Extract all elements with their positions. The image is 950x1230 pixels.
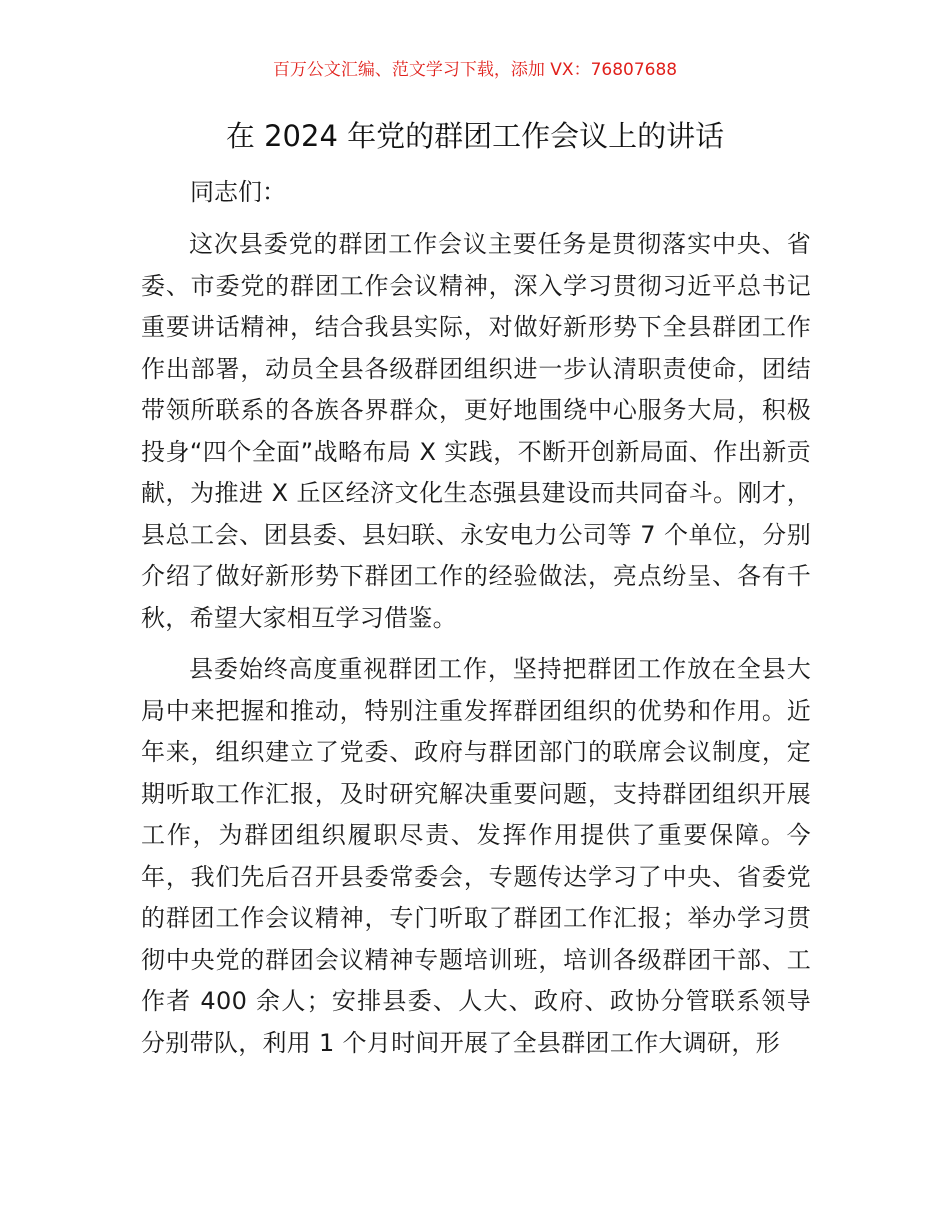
paragraph-1: 这次县委党的群团工作会议主要任务是贯彻落实中央、省委、市委党的群团工作会议精神，深入学习贯彻习近平总书记重要讲话精神，结合我县实际，对做好新形势下全县群团工作作出部署，动员全县各级群团组织进一步认清职责使命，团结带领所联系的各族各界群众，更好地围绕中心服务大局，积极投身“四个全面”战略布局 X 实践，不断开创新局面、作出新贡献，为推进 X 丘区经济文化生态强县建设而共同奋斗。刚才，县总工会、团县委、县妇联、永安电力公司等 7 个单位，分别介绍了做好新形势下群团工作的经验做法，亮点纷呈、各有千秋，希望大家相互学习借鉴。 xyxy=(141,230,811,632)
paragraph-2: 县委始终高度重视群团工作，坚持把群团工作放在全县大局中来把握和推动，特别注重发挥群团组织的优势和作用。近年来，组织建立了党委、政府与群团部门的联席会议制度，定期听取工作汇报，及时研究解决重要问题，支持群团组织开展工作，为群团组织履职尽责、发挥作用提供了重要保障。今年，我们先后召开县委常委会，专题传达学习了中央、省委党的群团工作会议精神，专门听取了群团工作汇报；举办学习贯彻中央党的群团会议精神专题培训班，培训各级群团干部、工作者 400 余人；安排县委、人大、政府、政协分管联系领导分别带队，利用 1 个月时间开展了全县群团工作大调研，形 xyxy=(141,655,811,1057)
document-body xyxy=(141,224,811,1074)
document-title: 在 2024 年党的群团工作会议上的讲话 xyxy=(225,119,725,153)
header-banner: 百万公文汇编、范文学习下载，添加 VX：76807688 xyxy=(272,60,678,80)
salutation: 同志们： xyxy=(190,178,286,206)
